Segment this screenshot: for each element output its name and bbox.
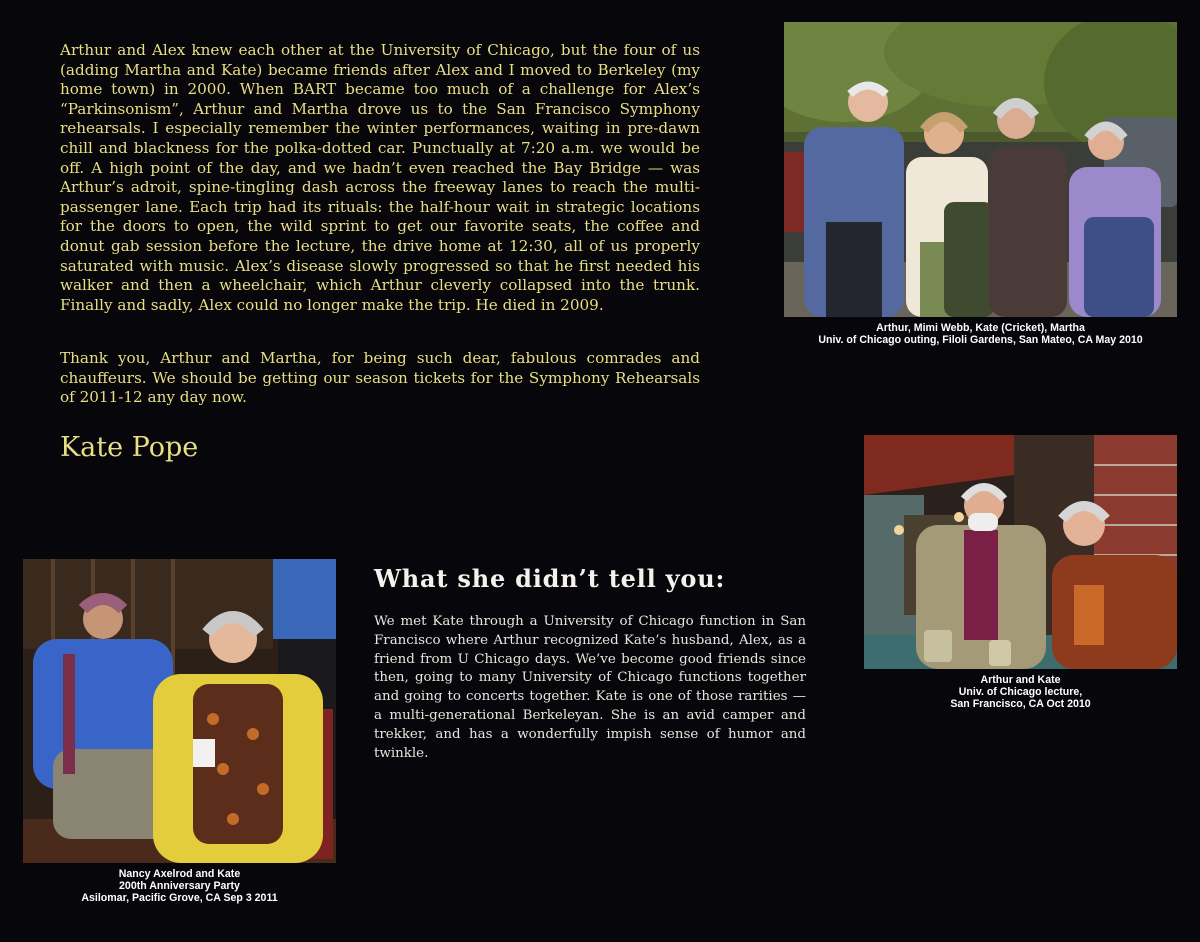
caption-line: Nancy Axelrod and Kate: [118, 868, 241, 880]
author-signature: Kate Pope: [60, 432, 199, 463]
sidebar-paragraph: We met Kate through a University of Chicago function in San Francisco where Arthur recognized Kate’s husband, Alex, as a friend from U Chicago days. We’ve become good friends since then, going to many University of Chicago functions together and going to concerts together. Kate is one of those rarities — a multi-generational Berkeleyan. She is an avid camper and trekker, and has a wonderfully impish sense of humor and twinkle.: [374, 614, 806, 761]
sidebar-heading: What she didn’t tell you:: [374, 564, 726, 593]
caption-lecture: [864, 674, 1177, 711]
photo-arthur-and-kate-lecture: [864, 435, 1177, 669]
story-paragraph-1: Arthur and Alex knew each other at the University of Chicago, but the four of us (adding Martha and Kate) became friends after Alex and I moved to Berkeley (my home town) in 2000. When BART became too much of a challenge for Alex’s “Parkinsonism”, Arthur and Martha drove us to the San Francisco Symphony rehearsals. I especially remember the winter performances, waiting in pre-dawn chill and blackness for the polka-dotted car. Punctually at 7:20 a.m. we would be off. A high point of the day, and we hadn’t even reached the Bay Bridge — was Arthur’s adroit, spine-tingling dash across the freeway lanes to reach the multi-passenger lane. Each trip had its rituals: the half-hour wait in strategic locations for the doors to open, the wild sprint to get our favorite seats, the coffee and donut gab session before the lecture, the drive home at 12:30, all of us properly saturated with music. Alex’s disease slowly progressed so that he first needed his walker and then a wheelchair, which Arthur cleverly collapsed into the trunk. Finally and sadly, Alex could no longer make the trip. He died in 2009.: [60, 41, 700, 314]
story-paragraph-2: Thank you, Arthur and Martha, for being such dear, fabulous comrades and chauffeurs. We should be getting our season tickets for the Symphony Rehearsals of 2011-12 any day now.: [60, 349, 700, 407]
caption-filoli-gardens: [784, 322, 1177, 346]
caption-line: Univ. of Chicago outing, Filoli Gardens, San Mateo, CA May 2010: [818, 334, 1143, 347]
caption-line: 200th Anniversary Party: [119, 880, 240, 893]
photo-nancy-and-kate-party: [23, 559, 336, 863]
caption-line: Arthur, Mimi Webb, Kate (Cricket), Martha: [876, 322, 1085, 334]
caption-line: Univ. of Chicago lecture,: [958, 686, 1083, 699]
caption-line: San Francisco, CA Oct 2010: [950, 698, 1091, 711]
caption-line: Arthur and Kate: [980, 674, 1061, 686]
photo-filoli-gardens-group: [784, 22, 1177, 317]
caption-party: [23, 868, 336, 905]
caption-line: Asilomar, Pacific Grove, CA Sep 3 2011: [81, 892, 278, 905]
